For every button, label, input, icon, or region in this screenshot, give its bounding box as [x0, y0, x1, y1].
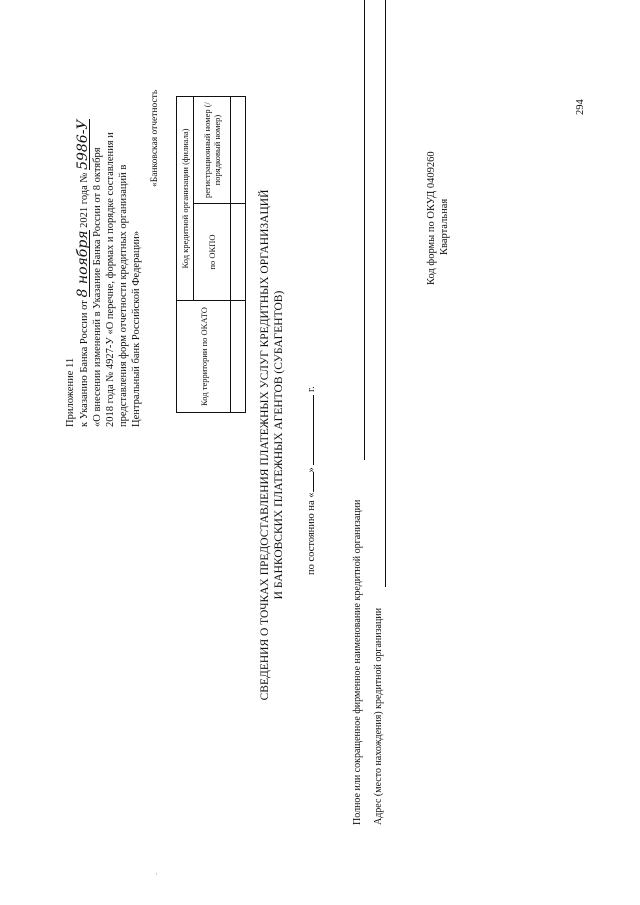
day-blank	[313, 472, 314, 492]
codes-table	[176, 96, 246, 413]
appendix-line-4: 2018 года № 4927-У «О перечне, формах и порядке составления и	[105, 132, 116, 427]
stray-mark: .	[150, 873, 159, 875]
org-code-group-header: Код кредитной организации (филиала)	[177, 97, 194, 301]
org-name-line	[364, 0, 365, 460]
month-blank	[313, 395, 314, 465]
okato-value-cell	[231, 301, 246, 413]
appendix-number: Приложение 11	[65, 357, 76, 427]
report-period: Квартальная	[439, 198, 450, 255]
reporting-label: «Банковская отчетность	[150, 89, 160, 187]
report-title	[258, 165, 286, 725]
reg-number-header: регистрационный номер (/порядковый номер)	[194, 97, 231, 204]
reg-number-value-cell	[231, 97, 246, 204]
form-code	[425, 151, 451, 285]
handwritten-date: 8 ноября	[75, 230, 91, 298]
org-name-label: Полное или сокращенное фирменное наименование кредитной организации	[352, 499, 363, 825]
as-of-date: по состоянию на «» г.	[306, 386, 317, 575]
appendix-line-3: «О внесении изменений в Указание Банка России от 8 октября	[92, 147, 103, 427]
okpo-header: по ОКПО	[194, 204, 231, 301]
org-address-line	[385, 0, 386, 587]
title-line-2: И БАНКОВСКИХ ПЛАТЕЖНЫХ АГЕНТОВ (СУБАГЕНТОВ)	[273, 290, 285, 600]
okpo-value-cell	[231, 204, 246, 301]
page-number: 294	[575, 99, 586, 115]
appendix-header	[64, 119, 143, 427]
handwritten-number: 5986-У	[75, 119, 91, 170]
title-line-1: СВЕДЕНИЯ О ТОЧКАХ ПРЕДОСТАВЛЕНИЯ ПЛАТЕЖНЫХ УСЛУГ КРЕДИТНЫХ ОРГАНИЗАЦИЙ	[259, 189, 271, 701]
appendix-line-6: Центральный банк Российской Федерации»	[131, 230, 142, 427]
okud-code: Код формы по ОКУД 0409260	[426, 151, 437, 285]
appendix-line-5: представления форм отчетности кредитных организаций в	[118, 164, 129, 427]
org-address-label: Адрес (место нахождения) кредитной организации	[373, 607, 384, 825]
appendix-reference: к Указанию Банка России от 8 ноября 2021 года № 5986-У	[75, 119, 91, 427]
okato-header: Код территории по ОКАТО	[177, 301, 231, 413]
